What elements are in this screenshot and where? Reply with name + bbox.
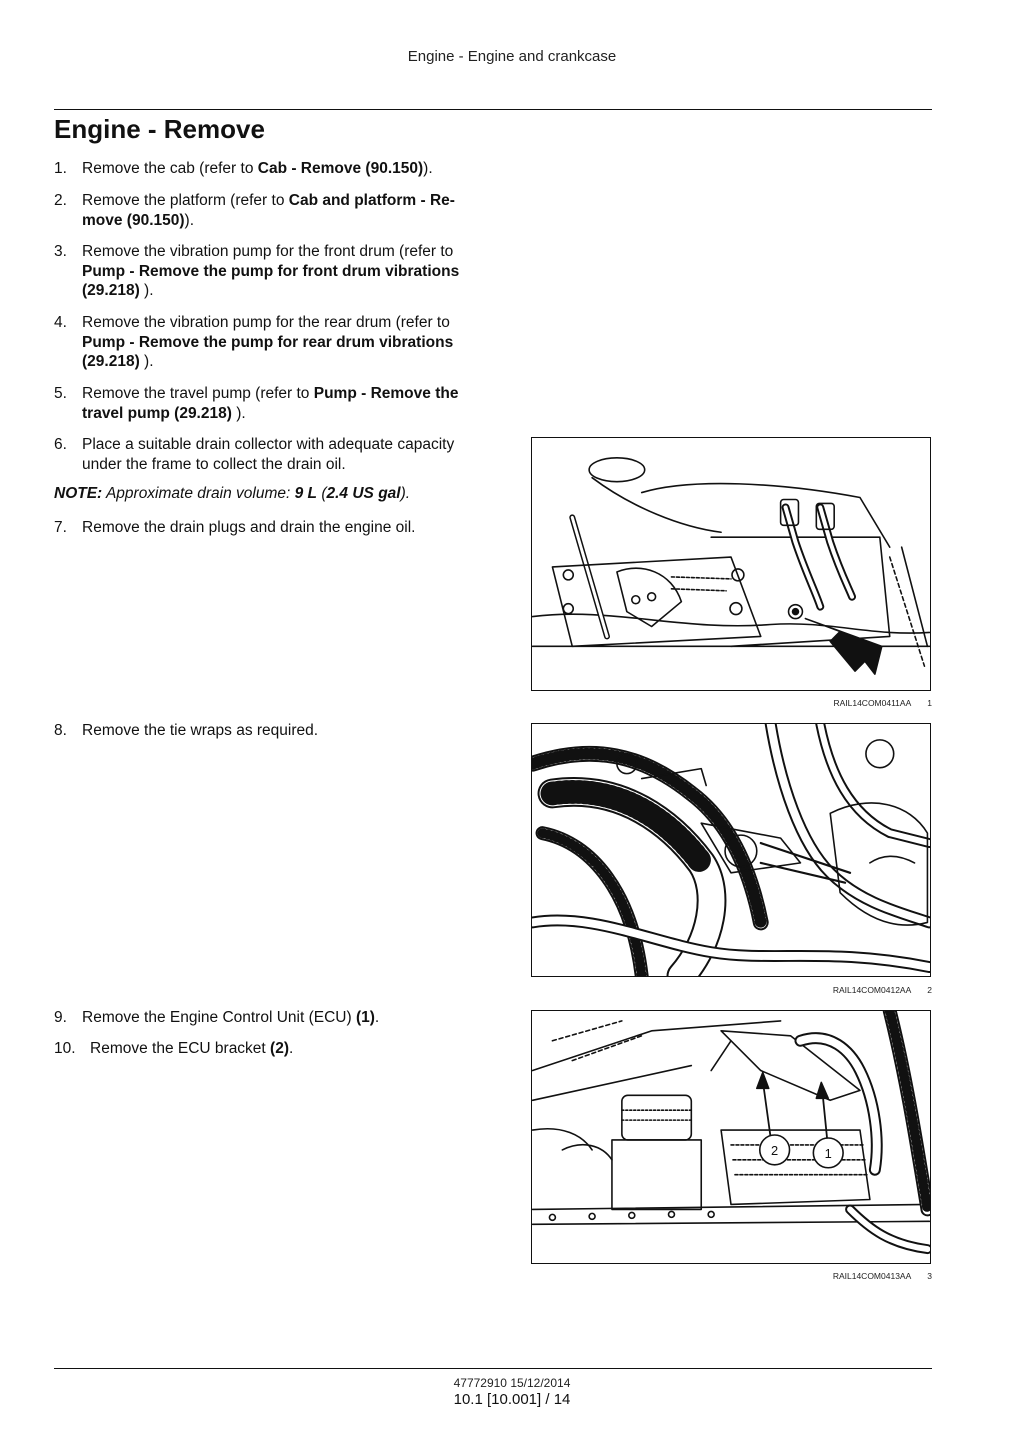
step-reference: Pump - Remove the pump for front drum vibrations (29.218): [82, 262, 460, 299]
step-9: [54, 1008, 494, 1028]
step-text: Remove the platform (refer to: [82, 192, 289, 209]
step-text-end: .: [289, 1040, 294, 1057]
figure-code: RAIL14COM0413AA: [832, 1271, 912, 1281]
step-callout-ref: (2): [270, 1040, 289, 1057]
step-number: 10.: [54, 1040, 76, 1057]
figure-number: 1: [927, 698, 932, 708]
step-text: Remove the cab (refer to: [82, 160, 258, 177]
step-text-end: ).: [423, 160, 433, 177]
step-number: 1.: [54, 160, 67, 177]
figure-number: 3: [927, 1271, 932, 1281]
step-reference: Pump - Remove the pump for rear drum vibrations (29.218): [82, 333, 454, 370]
footer-document-code: 47772910 15/12/2014: [453, 1376, 571, 1390]
step-text-end: ).: [184, 211, 194, 229]
step-text-end: ).: [231, 404, 246, 422]
step-number: 8.: [54, 722, 67, 739]
step-3: [54, 242, 494, 301]
figure-1-drain-plug-illustration: [531, 437, 931, 691]
step-1: [54, 159, 494, 179]
note-value: 9 L: [294, 485, 318, 502]
step-6: [54, 435, 494, 474]
footer-page-number: 10.1 [10.001] / 14: [453, 1391, 571, 1408]
step-text: Remove the vibration pump for the rear drum (refer to: [82, 314, 450, 331]
step-number: 4.: [54, 314, 67, 331]
step-text: Remove the ECU bracket: [90, 1040, 271, 1057]
step-callout-ref: (1): [355, 1009, 375, 1026]
step-text: Place a suitable drain collector with adequate capacity under the frame to collect the drain oil.: [82, 436, 455, 473]
running-head: Engine - Engine and crankcase: [407, 48, 617, 65]
step-2: [54, 191, 494, 230]
page-title: Engine - Remove: [54, 114, 265, 144]
step-number: 2.: [54, 192, 67, 209]
step-text: Remove the Engine Control Unit (ECU): [82, 1009, 356, 1026]
note-text: Approximate drain volume:: [102, 485, 295, 502]
step-text: Remove the travel pump (refer to: [82, 385, 314, 402]
footer-rule: [54, 1368, 932, 1369]
step-text-end: ).: [139, 282, 154, 299]
note-close: ).: [400, 485, 411, 502]
note-label: NOTE:: [54, 485, 103, 502]
callout-2: 2: [771, 1142, 779, 1158]
step-number: 5.: [54, 385, 67, 402]
figure-3-caption: [760, 1271, 932, 1281]
step-10: [54, 1039, 494, 1059]
figure-2-tie-wraps-illustration: [531, 723, 931, 977]
step-text-end: .: [374, 1009, 380, 1026]
figure-1-caption: [760, 698, 932, 708]
step-number: 7.: [54, 519, 67, 536]
step-number: 6.: [54, 436, 67, 453]
step-5: [54, 384, 494, 423]
callout-1: 1: [824, 1145, 832, 1161]
step-text: Remove the tie wraps as required.: [82, 722, 319, 739]
step-text: Remove the vibration pump for the front drum (refer to: [82, 243, 454, 260]
step-text-end: ).: [139, 353, 154, 370]
figure-3-ecu-illustration: [531, 1010, 931, 1264]
header-rule: [54, 109, 932, 110]
step-7: [54, 518, 494, 538]
note-open: (: [317, 485, 327, 502]
step-number: 3.: [54, 243, 67, 260]
figure-code: RAIL14COM0411AA: [833, 698, 912, 708]
figure-number: 2: [927, 985, 932, 995]
step-text: Remove the drain plugs and drain the engine oil.: [82, 519, 416, 536]
step-4: [54, 313, 494, 372]
figure-code: RAIL14COM0412AA: [832, 985, 912, 995]
note-alt-value: 2.4 US gal: [326, 485, 401, 502]
step-reference: Pump - Remove the travel pump (29.218): [82, 385, 459, 422]
step-reference: Cab and platform - Re-move (90.150): [82, 192, 455, 229]
figure-2-caption: [760, 985, 932, 995]
step-8: [54, 721, 494, 741]
step-reference: Cab - Remove (90.150): [257, 160, 424, 177]
step-number: 9.: [54, 1009, 67, 1026]
note: [54, 485, 410, 503]
